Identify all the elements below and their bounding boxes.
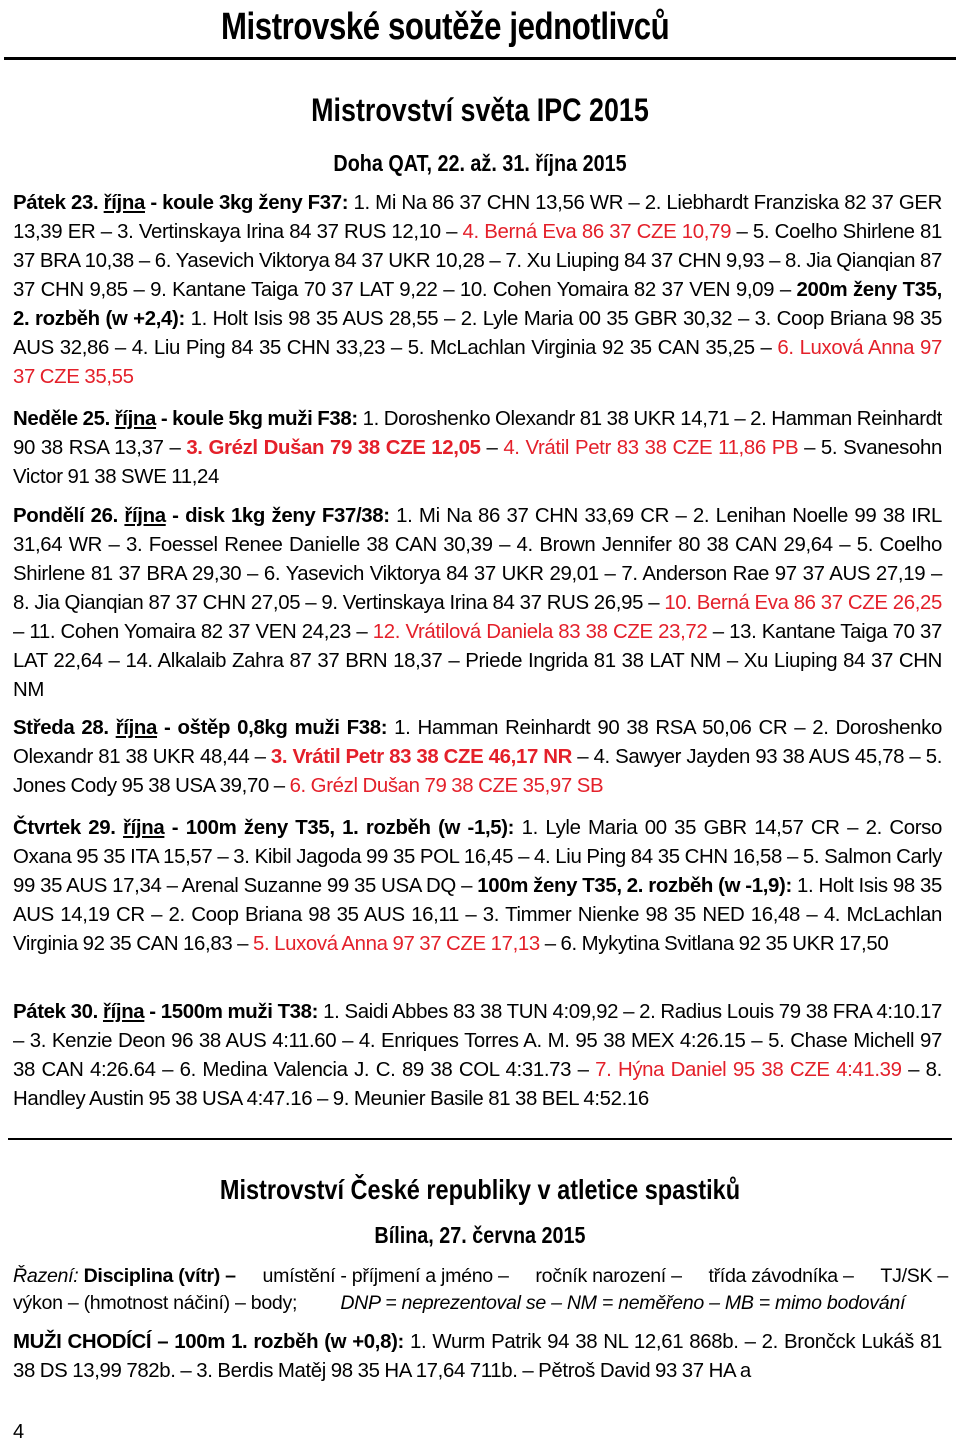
ipc-event-run: 1. Saidi Abbes 83 38 TUN 4:09,92 – 2. Radius Louis 79 38 FRA 4:10.17 – 3. Kenzie Deon 96 38 AUS 4:11.60 – 4. Enriques Torres A. M. 95 38 MEX 4:26.15 – 5. Chase Michell 97 38 CAN 4:26.64 – 6. Medina Valencia J. C. 89 38 COL 4:31.73 – (13, 1001, 942, 1081)
ipc-event-run: - koule 3kg ženy F37: (144, 192, 349, 214)
legend-col-1: umístění - příjmení a jméno – (262, 1265, 509, 1287)
cz-event-run: 1. Wurm Patrik 94 38 NL 12,61 868b. – 2. Brončck Lukáš 81 38 DS 13,99 782b. – 3. Berdis Matěj 98 35 HA 17,64 711b. – Pětroš David 93 37 HA a (13, 1331, 942, 1382)
ipc-event-run: – 8. Handley Austin 95 38 USA 4:47.16 – 9. Meunier Basile 81 38 BEL 4:52.16 (13, 1059, 942, 1110)
legend (13, 1263, 948, 1317)
section-banner (4, 0, 956, 60)
ipc-event-run: 4. Berná Eva 86 37 CZE 10,79 (462, 221, 732, 243)
ipc-event-run: 100m ženy T35, 2. rozběh (w -1,9): (477, 875, 792, 897)
ipc-event-run: – 5. Coelho Shirlene 81 37 BRA 10,38 – 6. Yasevich Viktorya 84 37 UKR 10,28 – 7. Xu Liuping 84 37 CHN 9,93 – 8. Jia Qianqian 87 37 CHN 9,85 – 9. Kantane Taiga 70 37 LAT 9,22 – 10. Cohen Yomaira 82 37 VEN 9,09 – (13, 221, 942, 301)
legend-line-2b: DNP = neprezentoval se – NM = neměřeno – MB = mimo bodování (340, 1292, 906, 1314)
legend-order (13, 1263, 236, 1290)
ipc-event-1 (13, 405, 942, 492)
ipc-event-run: 1. Mi Na 86 37 CHN 33,69 CR – 2. Lenihan Noelle 99 38 IRL 31,64 WR – 3. Foessel Renee Danielle 38 CAN 30,39 – 4. Brown Jennifer 80 38 CAN 29,64 – 5. Coelho Shirlene 81 37 BRA 29,30 – 6. Yasevich Viktorya 84 37 UKR 29,01 – 7. Anderson Rae 97 37 AUS 27,19 – 8. Jia Qianqian 87 37 CHN 27,05 – 9. Vertinskaya Irina 84 37 RUS 26,95 – (13, 505, 942, 614)
ipc-event-run: Pondělí 26. (13, 505, 125, 527)
ipc-event-run: 3. Grézl Dušan 79 38 CZE 12,05 (186, 437, 481, 459)
ipc-event-run: 200m ženy T35, 2. rozběh (w +2,4): (13, 279, 942, 330)
ipc-event-run: Pátek 23. (13, 192, 104, 214)
ipc-event-run: 5. Luxová Anna 97 37 CZE 17,13 (252, 933, 540, 955)
legend-col-2: ročník narození – (535, 1265, 682, 1287)
ipc-event-run: – 6. Mykytina Svitlana 92 35 UKR 17,50 (539, 933, 889, 955)
ipc-event-run: 1. Mi Na 86 37 CHN 13,56 WR – 2. Liebhardt Franziska 82 37 GER 13,39 ER – 3. Vertinskaya Irina 84 37 RUS 12,10 – (13, 192, 942, 243)
ipc-event-run: 1. Holt Isis 98 35 AUS 14,19 CR – 2. Coop Briana 98 35 AUS 16,11 – 3. Timmer Nienke 98 35 NED 16,48 – 4. McLachlan Virginia 92 35 CAN 16,83 – (13, 875, 942, 955)
ipc-event-2 (13, 502, 942, 705)
ipc-title: Mistrovství světa IPC 2015 (311, 92, 649, 128)
ipc-event-run: 4. Vrátil Petr 83 38 CZE 11,86 PB (503, 437, 799, 459)
legend-col-4: TJ/SK – (880, 1265, 948, 1287)
ipc-event-run: 6. Grézl Dušan 79 38 CZE 35,97 SB (289, 775, 604, 797)
ipc-event-run: 1. Lyle Maria 00 35 GBR 14,57 CR – 2. Corso Oxana 95 35 ITA 15,57 – 3. Kibil Jagoda 99 35 POL 16,45 – 4. Liu Ping 84 35 CHN 16,58 – 5. Salmon Carly 99 35 AUS 17,34 – Arenal Suzanne 99 35 USA DQ – (13, 817, 942, 897)
ipc-event-run: – 11. Cohen Yomaira 82 37 VEN 24,23 – (13, 621, 373, 643)
cz-event-run: MUŽI CHODÍCÍ – 100m 1. rozběh (w +0,8): (13, 1331, 404, 1353)
cz-title: Mistrovství České republiky v atletice spastiků (219, 1174, 741, 1205)
cz-place-date: Bílina, 27. června 2015 (374, 1222, 586, 1248)
ipc-event-run: 10. Berná Eva 86 37 CZE 26,25 (664, 592, 942, 614)
ipc-event-run: - koule 5kg muži F38: (156, 408, 358, 430)
ipc-event-3 (13, 714, 942, 801)
ipc-event-run: - 100m ženy T35, 1. rozběh (w -1,5): (164, 817, 515, 839)
ipc-event-0 (13, 189, 942, 392)
legend-label: Řazení: (13, 1265, 79, 1287)
ipc-event-run: října (124, 505, 166, 527)
legend-col-3: třída závodníka – (708, 1265, 854, 1287)
ipc-event-run: října (102, 1001, 145, 1023)
ipc-event-run: - oštěp 0,8kg muži F38: (157, 717, 388, 739)
ipc-event-run: – 13. Kantane Taiga 70 37 LAT 22,64 – 14. Alkalaib Zahra 87 37 BRN 18,37 – Priede Ingrida 81 38 LAT NM – Xu Liuping 84 37 CHN NM (13, 621, 942, 701)
ipc-event-run: 1. Holt Isis 98 35 AUS 28,55 – 2. Lyle Maria 00 35 GBR 30,32 – 3. Coop Briana 98 35 AUS 32,86 – 4. Liu Ping 84 35 CHN 33,23 – 5. McLachlan Virginia 92 35 CAN 35,25 – (13, 308, 942, 359)
ipc-event-run: října (103, 192, 145, 214)
ipc-event-run: 6. Luxová Anna 97 37 CZE 35,55 (13, 337, 942, 388)
ipc-event-run: - disk 1kg ženy F37/38: (165, 505, 390, 527)
ipc-event-run: – 4. Sawyer Jayden 93 38 AUS 45,78 – 5. Jones Cody 95 38 USA 39,70 – (13, 746, 943, 797)
ipc-event-run: 7. Hýna Daniel 95 38 CZE 4:41.39 (595, 1059, 902, 1081)
section-divider (8, 1138, 952, 1140)
legend-col-0: Disciplina (vítr) – (78, 1265, 236, 1287)
ipc-event-run: 1. Hamman Reinhardt 90 38 RSA 50,06 CR – 2. Doroshenko Olexandr 81 38 UKR 48,44 – (13, 717, 942, 768)
ipc-event-run: 12. Vrátilová Daniela 83 38 CZE 23,72 (372, 621, 708, 643)
ipc-event-run: Neděle 25. (13, 408, 115, 430)
ipc-event-run: Středa 28. (13, 717, 116, 739)
ipc-event-5 (13, 998, 942, 1114)
ipc-event-run: října (114, 408, 157, 430)
legend-line-2a: výkon – (hmotnost náčiní) – body; (13, 1292, 298, 1314)
ipc-event-run: Čtvrtek 29. (13, 817, 124, 839)
cz-event-0 (13, 1328, 942, 1386)
legend-row-1 (13, 1263, 948, 1290)
ipc-event-run: října (123, 817, 165, 839)
ipc-event-run: - 1500m muži T38: (144, 1001, 319, 1023)
legend-row-2 (13, 1290, 948, 1317)
ipc-event-run: 1. Doroshenko Olexandr 81 38 UKR 14,71 – 2. Hamman Reinhardt 90 38 RSA 13,37 – (13, 408, 942, 459)
section-title: Mistrovské soutěže jednotlivců (221, 6, 670, 48)
ipc-event-run: – 5. Svanesohn Victor 91 38 SWE 11,24 (13, 437, 942, 488)
ipc-event-run: 3. Vrátil Petr 83 38 CZE 46,17 NR (270, 746, 572, 768)
ipc-place-date: Doha QAT, 22. až. 31. října 2015 (333, 150, 627, 176)
ipc-event-run: Pátek 30. (13, 1001, 103, 1023)
ipc-event-4 (13, 814, 942, 959)
ipc-event-run: – (480, 437, 504, 459)
page-number: 4 (13, 1421, 25, 1443)
ipc-event-run: října (115, 717, 158, 739)
